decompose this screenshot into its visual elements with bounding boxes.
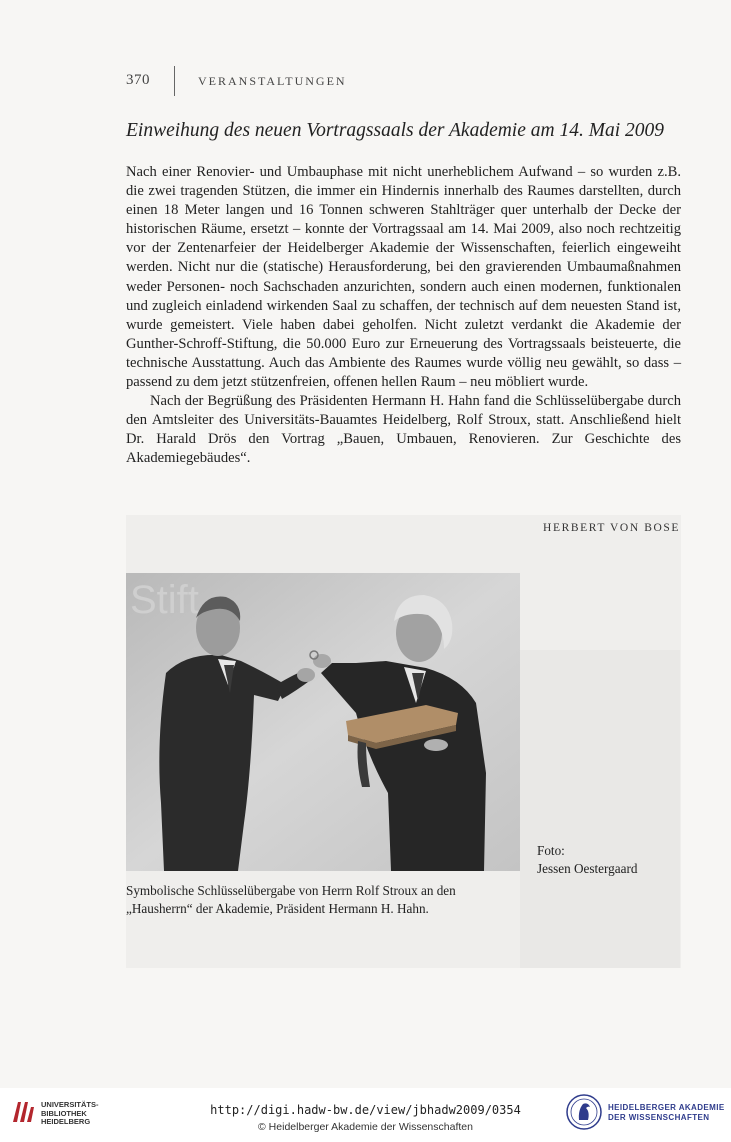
academy-name-line: DER WISSENSCHAFTEN (608, 1112, 710, 1122)
running-header (126, 72, 681, 94)
library-name-line: HEIDELBERG (41, 1117, 91, 1126)
key-handover-photo (126, 573, 520, 871)
library-name-line: BIBLIOTHEK (41, 1108, 87, 1118)
copyright-notice: © Heidelberger Akademie der Wissenschaften (258, 1121, 473, 1133)
caption-line: Symbolische Schlüsselübergabe von Herrn Rolf Stroux an den (126, 883, 456, 898)
article-author: HERBERT VON BOSE (543, 522, 680, 534)
show-through-shade (520, 650, 680, 968)
academy-name (608, 1103, 725, 1122)
photo-credit (537, 842, 677, 877)
credit-label: Foto: (537, 843, 565, 858)
credit-name: Jessen Oestergaard (537, 860, 638, 876)
permalink-url[interactable]: http://digi.hadw-bw.de/view/jbhadw2009/0354 (210, 1103, 521, 1117)
page-number: 370 (126, 72, 150, 88)
section-title: VERANSTALTUNGEN (198, 74, 347, 88)
library-name-line: UNIVERSITÄTS- (41, 1100, 99, 1109)
svg-text:Stift: Stift (130, 578, 199, 622)
caption-line: „Hausherrn“ der Akademie, Präsident Hermann H. Hahn. (126, 900, 429, 916)
photo-caption (126, 882, 516, 917)
digitization-footer (0, 1088, 731, 1142)
paragraph: Nach einer Renovier- und Umbauphase mit nicht unerheblichem Aufwand – so wurden z.B. die zwei tragenden Stützen, die immer ein Hindernis innerhalb des Raumes darstellten, durch einen 18 Meter langen und 16 Tonnen schweren Stahlträger quer unterhalb der Decke der historischen Räume, ersetzt – konnte der Vortragssaal am 14. Mai 2009, also noch rechtzeitig vor der Zentenarfeier der Heidelberger Akademie der Wissenschaften, feierlich eingeweiht werden. Nicht nur die (statische) Herausforderung, bei den gravierenden Umbaumaßnahmen weder Personen- noch Sachschaden anzurichten, sondern auch einen modernen, funktionalen und zugleich einladend wirkenden Saal zu schaffen, der technisch auf dem neuesten Stand ist, wurde gemeistert. Viele haben dabei geholfen. Nicht zuletzt verdankt die Akademie der Gunther-Schroff-Stiftung, die 50.000 Euro zur Erneuerung des Vortragssaals beisteuerte, die technische Ausstattung. Auch das Ambiente des Raumes wurde völlig neu gewählt, so dass – passend zu dem jetzt stützenfreien, offenen hellen Raum – neu möbliert wurde. (126, 164, 681, 391)
academy-seal-icon (566, 1094, 602, 1130)
academy-name-line: HEIDELBERGER AKADEMIE (608, 1103, 725, 1112)
paragraph: Nach der Begrüßung des Präsidenten Hermann H. Hahn fand die Schlüsselübergabe durch den Amtsleiter des Universitäts-Bauamtes Heidelberg, Rolf Stroux, statt. Anschließend hielt Dr. Harald Drös den Vortrag „Bauen, Umbauen, Renovieren. Zur Geschichte des Akademiegebäudes“. (126, 393, 681, 467)
article-title: Einweihung des neuen Vortragssaals der Akademie am 14. Mai 2009 (126, 120, 665, 141)
article-body (126, 163, 681, 469)
header-divider (174, 66, 175, 96)
